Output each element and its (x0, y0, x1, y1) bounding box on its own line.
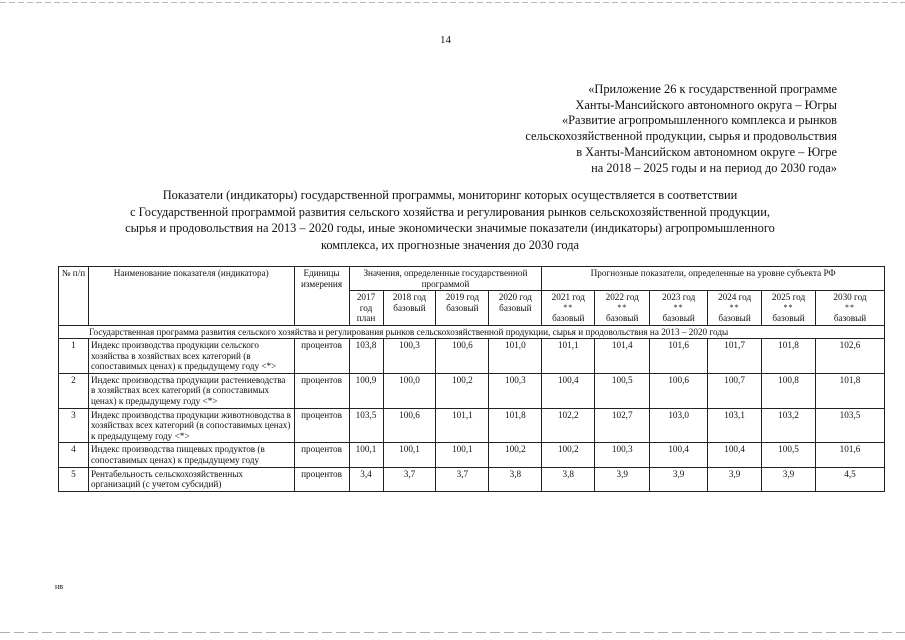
value-cell: 3,8 (489, 467, 542, 491)
appendix-line: «Развитие агропромышленного комплекса и рынков (561, 113, 837, 128)
value-cell: 100,4 (708, 443, 762, 467)
year-header: 2024 год ** базовый (708, 291, 762, 326)
value-cell: 3,9 (708, 467, 762, 491)
indicator-name: Индекс производства продукции сельского хозяйства в хозяйствах всех категорий (в сопоставимых ценах) к предыдущему году <*> (88, 338, 294, 373)
program-section-row (59, 325, 885, 338)
value-cell: 100,9 (349, 373, 383, 408)
unit-cell: процентов (294, 408, 349, 443)
value-cell: 100,0 (383, 373, 436, 408)
value-cell: 102,2 (542, 408, 595, 443)
value-cell: 100,6 (436, 338, 489, 373)
table-row (59, 408, 885, 443)
col-unit-header: Единицы измерения (294, 267, 349, 326)
indicator-name: Индекс производства продукции животноводства в хозяйствах всех категорий (в сопоставимых ценах) к предыдущему году <*> (88, 408, 294, 443)
indicator-name: Индекс производства продукции растениеводства в хозяйствах всех категорий (в сопоставимых ценах) к предыдущему году <*> (88, 373, 294, 408)
title-line: комплекса, их прогнозные значения до 2030 года (320, 237, 580, 252)
value-cell: 100,5 (762, 443, 816, 467)
value-cell: 100,6 (383, 408, 436, 443)
value-cell: 101,8 (489, 408, 542, 443)
indicator-name: Индекс производства пищевых продуктов (в сопоставимых ценах) к предыдущему году (88, 443, 294, 467)
value-cell: 100,5 (595, 373, 650, 408)
value-cell: 3,7 (383, 467, 436, 491)
value-cell: 101,0 (489, 338, 542, 373)
value-cell: 3,8 (542, 467, 595, 491)
header-row-1 (59, 267, 885, 291)
page-number: 14 (440, 34, 451, 46)
table-row (59, 443, 885, 467)
table-row (59, 338, 885, 373)
row-number: 2 (59, 373, 89, 408)
value-cell: 103,5 (815, 408, 884, 443)
value-cell: 101,6 (815, 443, 884, 467)
value-cell: 100,3 (595, 443, 650, 467)
value-cell: 100,6 (650, 373, 708, 408)
year-header: 2023 год ** базовый (650, 291, 708, 326)
value-cell: 102,6 (815, 338, 884, 373)
title-line: сырья и продовольствия на 2013 – 2020 годы, иные экономически значимые показатели (индикаторы) агропромышленного (125, 221, 775, 235)
unit-cell: процентов (294, 443, 349, 467)
value-cell: 103,8 (349, 338, 383, 373)
document-title (60, 187, 840, 253)
unit-cell: процентов (294, 467, 349, 491)
title-line: с Государственной программой развития сельского хозяйства и регулирования рынков сельскохозяйственной продукции, (130, 204, 770, 219)
value-cell: 100,7 (708, 373, 762, 408)
row-number: 3 (59, 408, 89, 443)
year-header: 2020 год базовый (489, 291, 542, 326)
col-name-header: Наименование показателя (индикатора) (88, 267, 294, 326)
value-cell: 103,1 (708, 408, 762, 443)
value-cell: 100,1 (349, 443, 383, 467)
appendix-line: в Ханты-Мансийском автономном округе – Югре (576, 144, 837, 159)
program-values-header: Значения, определенные государственной программой (349, 267, 542, 291)
unit-cell: процентов (294, 373, 349, 408)
value-cell: 100,2 (542, 443, 595, 467)
value-cell: 3,7 (436, 467, 489, 491)
appendix-line: сельскохозяйственной продукции, сырья и продовольствия (525, 129, 837, 144)
row-number: 4 (59, 443, 89, 467)
value-cell: 101,6 (650, 338, 708, 373)
value-cell: 100,2 (489, 443, 542, 467)
value-cell: 3,9 (762, 467, 816, 491)
year-header: 2017 год план (349, 291, 383, 326)
value-cell: 101,8 (815, 373, 884, 408)
value-cell: 4,5 (815, 467, 884, 491)
value-cell: 101,4 (595, 338, 650, 373)
scan-edge-top (0, 2, 905, 3)
year-header: 2021 год ** базовый (542, 291, 595, 326)
value-cell: 100,1 (383, 443, 436, 467)
value-cell: 101,1 (436, 408, 489, 443)
appendix-header (525, 82, 837, 176)
scan-edge-bottom (0, 632, 905, 633)
year-header: 2030 год ** базовый (815, 291, 884, 326)
value-cell: 100,3 (489, 373, 542, 408)
year-header: 2018 год базовый (383, 291, 436, 326)
unit-cell: процентов (294, 338, 349, 373)
value-cell: 100,4 (542, 373, 595, 408)
title-line: Показатели (индикаторы) государственной программы, мониторинг которых осуществляется в соответствии (162, 188, 738, 202)
appendix-line: «Приложение 26 к государственной программе (588, 82, 837, 96)
value-cell: 102,7 (595, 408, 650, 443)
value-cell: 3,9 (595, 467, 650, 491)
value-cell: 101,7 (708, 338, 762, 373)
value-cell: 3,4 (349, 467, 383, 491)
forecast-values-header: Прогнозные показатели, определенные на уровне субъекта РФ (542, 267, 885, 291)
value-cell: 100,2 (436, 373, 489, 408)
value-cell: 103,0 (650, 408, 708, 443)
value-cell: 100,8 (762, 373, 816, 408)
year-header: 2022 год ** базовый (595, 291, 650, 326)
indicators-table (58, 266, 885, 492)
value-cell: 3,9 (650, 467, 708, 491)
appendix-line: Ханты-Мансийского автономного округа – Югры (575, 97, 837, 112)
row-number: 1 (59, 338, 89, 373)
col-num-header: № п/п (59, 267, 89, 326)
footnote-mark: нв (55, 582, 64, 591)
value-cell: 103,2 (762, 408, 816, 443)
value-cell: 101,1 (542, 338, 595, 373)
value-cell: 100,3 (383, 338, 436, 373)
value-cell: 103,5 (349, 408, 383, 443)
value-cell: 101,8 (762, 338, 816, 373)
value-cell: 100,4 (650, 443, 708, 467)
appendix-line: на 2018 – 2025 годы и на период до 2030 года» (591, 160, 837, 175)
value-cell: 100,1 (436, 443, 489, 467)
row-number: 5 (59, 467, 89, 491)
table-row (59, 467, 885, 491)
program-section-title: Государственная программа развития сельского хозяйства и регулирования рынков сельскохозяйственной продукции, сырья и продовольствия на 2013 – 2020 годы (59, 325, 885, 338)
table-row (59, 373, 885, 408)
indicator-name: Рентабельность сельскохозяйственных организаций (с учетом субсидий) (88, 467, 294, 491)
year-header: 2019 год базовый (436, 291, 489, 326)
year-header: 2025 год ** базовый (762, 291, 816, 326)
